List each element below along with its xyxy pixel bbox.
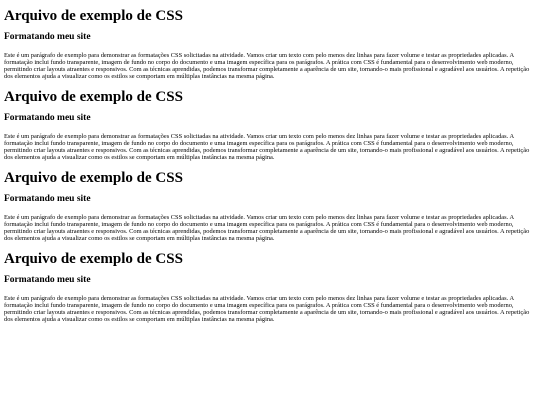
body-paragraph: Este é um parágrafo de exemplo para demonstrar as formatações CSS solicitadas na atividade. Vamos criar um texto com pelo menos dez linhas para fazer volume e testar as propriedades aplicadas. A formatação inclui fundo transparente, imagem de fundo no corpo do documento e uma imagem específica para os parágrafos. A prática com CSS é fundamental para o desenvolvimento web moderno, permitindo criar layouts atraentes e responsivos. Com as técnicas aprendidas, podemos transformar completamente a aparência de um site, tornando-o mais profissional e agradável aos usuários. A repetição dos elementos ajuda a visualizar como os estilos se comportam em múltiplas instâncias na mesma página. bbox=[4, 295, 530, 323]
body-paragraph: Este é um parágrafo de exemplo para demonstrar as formatações CSS solicitadas na atividade. Vamos criar um texto com pelo menos dez linhas para fazer volume e testar as propriedades aplicadas. A formatação inclui fundo transparente, imagem de fundo no corpo do documento e uma imagem específica para os parágrafos. A prática com CSS é fundamental para o desenvolvimento web moderno, permitindo criar layouts atraentes e responsivos. Com as técnicas aprendidas, podemos transformar completamente a aparência de um site, tornando-o mais profissional e agradável aos usuários. A repetição dos elementos ajuda a visualizar como os estilos se comportam em múltiplas instâncias na mesma página. bbox=[4, 52, 530, 80]
page-heading: Arquivo de exemplo de CSS bbox=[4, 170, 183, 186]
page-heading: Arquivo de exemplo de CSS bbox=[4, 251, 183, 267]
content-section-4 bbox=[4, 251, 536, 323]
section-subheading: Formatando meu site bbox=[4, 113, 91, 123]
page-heading: Arquivo de exemplo de CSS bbox=[4, 8, 183, 24]
body-paragraph: Este é um parágrafo de exemplo para demonstrar as formatações CSS solicitadas na atividade. Vamos criar um texto com pelo menos dez linhas para fazer volume e testar as propriedades aplicadas. A formatação inclui fundo transparente, imagem de fundo no corpo do documento e uma imagem específica para os parágrafos. A prática com CSS é fundamental para o desenvolvimento web moderno, permitindo criar layouts atraentes e responsivos. Com as técnicas aprendidas, podemos transformar completamente a aparência de um site, tornando-o mais profissional e agradável aos usuários. A repetição dos elementos ajuda a visualizar como os estilos se comportam em múltiplas instâncias na mesma página. bbox=[4, 133, 530, 161]
content-section-3 bbox=[4, 170, 536, 242]
page-heading: Arquivo de exemplo de CSS bbox=[4, 89, 183, 105]
body-paragraph: Este é um parágrafo de exemplo para demonstrar as formatações CSS solicitadas na atividade. Vamos criar um texto com pelo menos dez linhas para fazer volume e testar as propriedades aplicadas. A formatação inclui fundo transparente, imagem de fundo no corpo do documento e uma imagem específica para os parágrafos. A prática com CSS é fundamental para o desenvolvimento web moderno, permitindo criar layouts atraentes e responsivos. Com as técnicas aprendidas, podemos transformar completamente a aparência de um site, tornando-o mais profissional e agradável aos usuários. A repetição dos elementos ajuda a visualizar como os estilos se comportam em múltiplas instâncias na mesma página. bbox=[4, 214, 530, 242]
content-section-1 bbox=[4, 8, 536, 80]
section-subheading: Formatando meu site bbox=[4, 275, 91, 285]
section-subheading: Formatando meu site bbox=[4, 194, 91, 204]
content-section-2 bbox=[4, 89, 536, 161]
section-subheading: Formatando meu site bbox=[4, 32, 91, 42]
